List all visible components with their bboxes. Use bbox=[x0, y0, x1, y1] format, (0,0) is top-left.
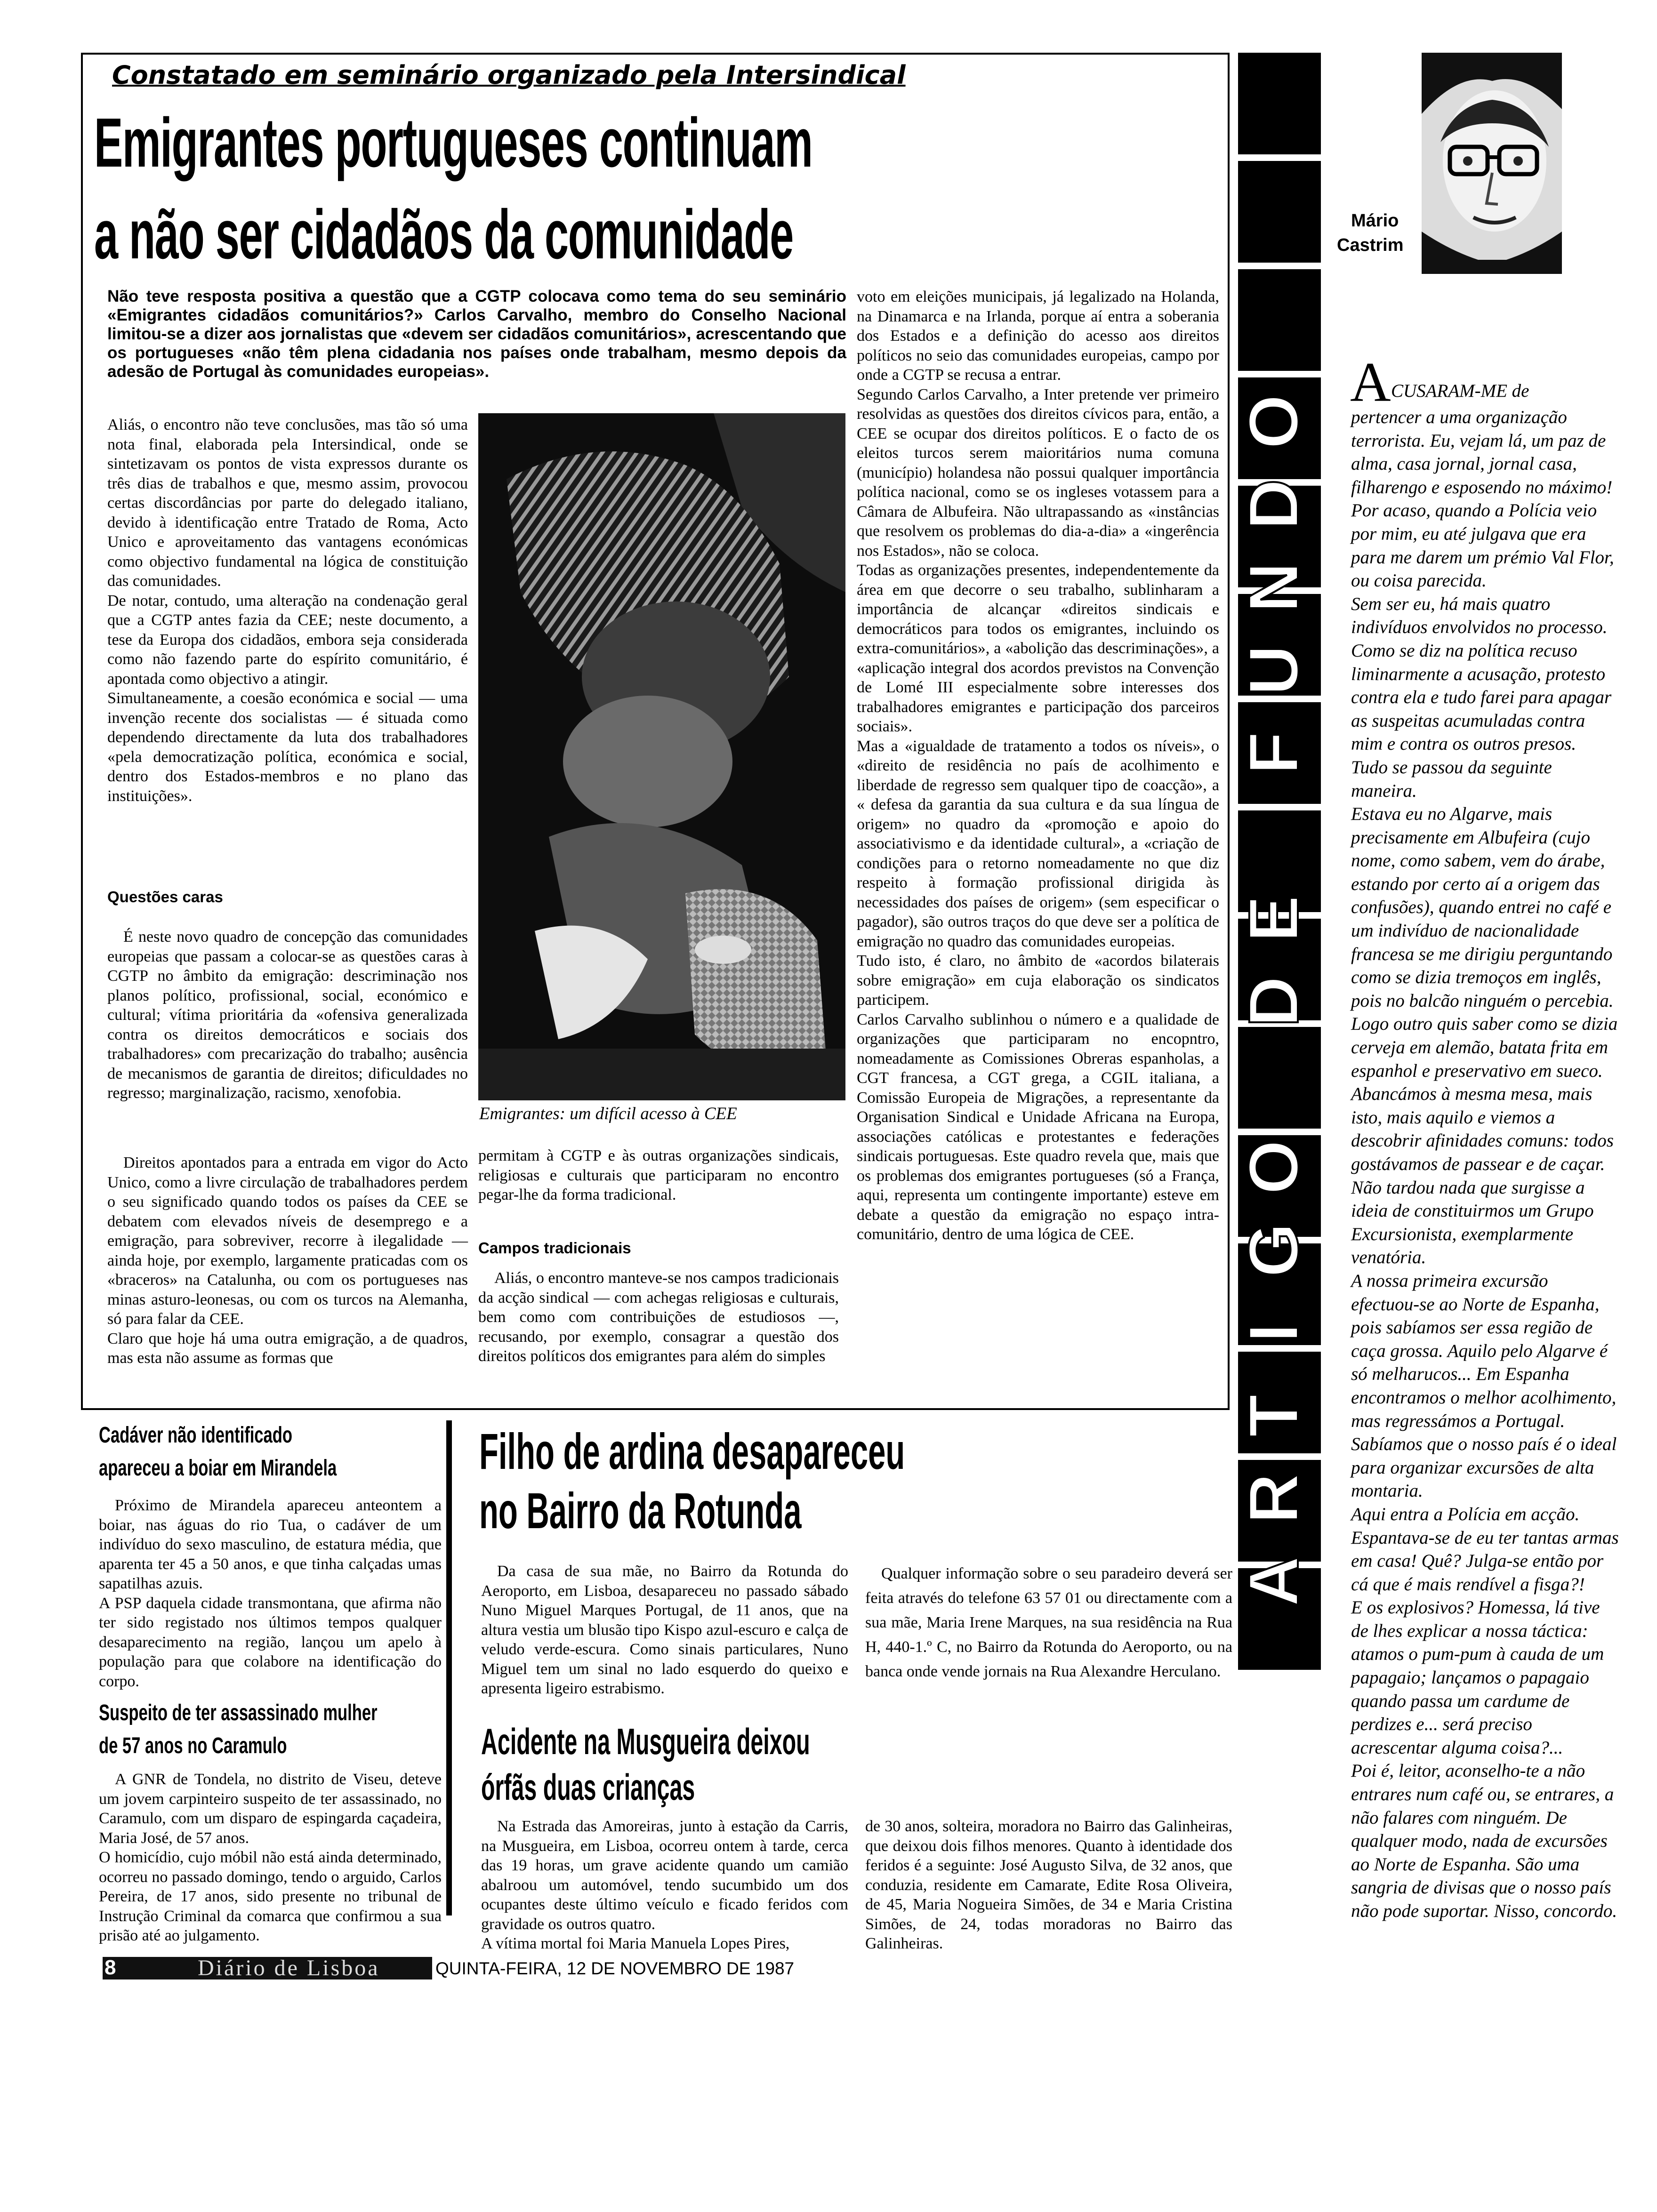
section-letter: O bbox=[1234, 1139, 1313, 1195]
section-letter: N bbox=[1234, 561, 1313, 613]
article-col1-bottom: Direitos apontados para a entrada em vigor do Acto Unico, como a livre circulação de trabalhadores perdem o seu significado quando todos os países da CEE se debatem com elevados níveis de desemprego e a emigração, para sobreviver, recorre à ilegalidade — ainda hoje, por exemplo, largamente praticadas com os «braceros» na Catalunha, ou com os portugueses nas minas asturo-leonesas, ou com os turcos na Alemanha, só para falar da CEE. Claro que hoje há uma outra emigração, a de quadros, mas esta não assume as formas que bbox=[107, 1154, 468, 1367]
brief1-headline-line2: apareceu a boiar em Mirandela bbox=[99, 1456, 337, 1481]
opinion-body: pertencer a uma organização terrorista. Eu, vejam lá, um paz de alma, casa jornal, jornal casa, filharengo e esposendo no máximo! Por acaso, quando a Polícia veio por mim, eu até julgava que era para me darem um prémio Val Flor, ou coisa parecida. Sem ser eu, há mais quatro indivíduos envolvidos no processo. Como se diz na política recuso liminarmente a acusação, protesto contra ela e tudo farei para apagar as suspeitas acumuladas contra mim e contra os outros presos. Tudo se passou da seguinte maneira. Estava eu no Algarve, mais precisamente em Albufeira (cujo nome, como sabem, vem do árabe, estando por certo aí a origem das confusões), quando entrei no café e um indivíduo de nacionalidade francesa se me dirigiu perguntando como se dizia tremoços em inglês, pois no balcão ninguém o percebia. Logo outro quis saber como se dizia cerveja em alemão, batata frita em espanhol e preservativo em sueco. Abancámos à mesma mesa, mais isto, mais aquilo e viemos a descobrir afinidades comuns: todos gostávamos de passear e de caçar. Não tardou nada que surgisse a ideia de constituirmos um Grupo Excursionista, exemplarmente venatória. A nossa primeira excursão efectuou-se ao Norte de Espanha, pois sabíamos ser essa região de caça grossa. Aquilo pelo Algarve é só melharucos... Em Espanha encontramos o melhor acolhimento, mas regressámos a Portugal. Sabíamos que o nosso país é o ideal para organizar excursões de alta montaria. Aqui entra a Polícia em acção. Espantava-se de eu ter tantas armas em casa! Quê? Julga-se então por cá que é mais rendível a fisga?! E os explosivos? Homessa, lá tive de lhes explicar a nossa táctica: atamos o pum-pum à cauda de um papagaio; lançamos o papagaio quando passa um cardume de perdizes e... será preciso acrescentar alguma coisa?... Poi é, leitor, aconselho-te a não entrares num café ou, se entrares, a não falares com ninguém. De qualquer modo, nada de excursões ao Norte de Espanha. São uma sangria de divisas que o nosso país não pode suportar. Nisso, concordo. bbox=[1351, 407, 1619, 1921]
opinion-dropcap: A bbox=[1350, 351, 1391, 413]
section-letter bbox=[1238, 1044, 1321, 1124]
subhead-campos-tradicionais: Campos tradicionais bbox=[478, 1239, 631, 1257]
article-col3: voto em eleições municipais, já legalizado na Holanda, na Dinamarca e na Irlanda, porque aí entra a soberania dos Estados e a definição do acesso aos direitos políticos no seio das comunidades europeias, campo por onde a CGTP se recusa a entrar. Segundo Carlos Carvalho, a Inter pretende ver primeiro resolvidas as questões dos direitos cívicos para, então, a CEE se ocupar dos direitos políticos. E o facto de os eleitos turcos serem maioritários numa comuna (município) holandesa não possui qualquer importância política nacional, como se os ingleses votassem para a Câmara de Albufeira. Não ultrapassando as «instâncias que resolvem os problemas do dia-a-dia» a «ingerência nos Estados», não se coloca. Todas as organizações presentes, independentemente da área em que decorre o seu trabalho, sublinharam a importância de alcançar «direitos sindicais e democráticos para todos os emigrantes, incluindo os extra-comunitários», a «abolição das descriminações», a «aplicação integral dos acordos previstos na Convenção de Lomé III especialmente sobre interesses dos trabalhadores emigrantes e participação dos parceiros sociais». Mas a «igualdade de tratamento a todos os níveis», o «direito de residência no país de acolhimento e liberdade de regresso sem qualquer tipo de coacção», a « defesa da garantia da sua cultura e da sua língua de origem» no quadro da «promoção e apoio do associativismo e da identidade cultural», a «criação de condições para o retorno nomeadamente no que diz respeito à formação profissional dirigida às necessidades dos países de origem» (sem especificar o pagador), são outros traços do que deve ser a política de emigração no quadro das comunidades europeias. Tudo isto, é claro, no âmbito de «acordos bilaterais sobre emigração» em cuja elaboração os sindicatos participem. Carlos Carvalho sublinhou o número e a qualidade de organizações que participaram no encopntro, nomeadamente as Comissiones Obreras espanholas, a CGT francesa, a CGT grega, a CGIL italiana, a Comissão Europeia de Migrações, a representante da Organisation Sindical e Unidade Africana na Europa, associações católicas e protestantes e federações sindicais portuguesas. Este quadro revela que, mais que os problemas dos emigrantes portugueses (só a França, aqui, representa um contingente importante) esteve em debate a questão da emigração no espaço intra-comunitário, dentro de uma lógica de CEE. bbox=[857, 288, 1219, 1243]
brief2-body: A GNR de Tondela, no distrito de Viseu, deteve um jovem carpinteiro suspeito de ter assassinado, no Caramulo, com um disparo de espingarda caçadeira, Maria José, de 57 anos. O homicídio, cujo móbil não está ainda determinado, ocorreu no passado domingo, tendo o arguido, Carlos Pereira, de 17 anos, sido presente no tribunal de Instrução Criminal da comarca que confirmou a sua prisão até ao julgamento. bbox=[99, 1771, 442, 1944]
ardina-col1: Da casa de sua mãe, no Bairro da Rotunda do Aeroporto, em Lisboa, desapareceu no passado sábado Nuno Miguel Marques Portugal, de 11 anos, que na altura vestia um blusão tipo Kispo azul-escuro e calça de veludo verde-escura. Como sinais particulares, Nuno Miguel tem um sinal no lado esquerdo do queixo e apresenta ligeiro estrabismo. bbox=[481, 1563, 848, 1697]
section-letter: E bbox=[1234, 895, 1313, 943]
section-letter: A bbox=[1234, 1555, 1313, 1607]
section-letter: D bbox=[1234, 976, 1313, 1027]
musgueira-col2: de 30 anos, solteira, moradora no Bairro das Galinheiras, que deixou dois filhos menores. Quanto à identidade dos feridos é a seguinte: José Augusto Silva, de 32 anos, que conduzia, residente em Camarate, Edite Rosa Oliveira, de 45, Maria Nogueira Simões, de 34 e Maria Cristina Simões, de 24, todas moradoras no Bairro das Galinheiras. bbox=[865, 1818, 1232, 1952]
article-headline-line1: Emigrantes portugueses continuam bbox=[94, 104, 812, 182]
musgueira-headline-line1: Acidente na Musgueira deixou bbox=[481, 1721, 810, 1762]
footer-date: QUINTA-FEIRA, 12 DE NOVEMBRO DE 1987 bbox=[435, 1959, 795, 1978]
section-banner-letters bbox=[1234, 380, 1319, 1623]
author-portrait bbox=[1422, 53, 1562, 274]
section-banner bbox=[1234, 53, 1321, 1672]
brief1-body: Próximo de Mirandela apareceu anteontem a boiar, nas águas do rio Tua, o cadáver de um indivíduo do sexo masculino, de estatura média, que aparenta ter 45 a 50 anos, e que tinha calçadas umas sapatilhas azuis. A PSP daquela cidade transmontana, que afirma não ter sido registado nos últimos tempos qualquer desaparecimento na região, lançou um apelo à população para que colabore na identificação do corpo. bbox=[99, 1497, 442, 1690]
opinion-first-line: CUSARAM-ME de bbox=[1391, 381, 1529, 401]
article-lead: Não teve resposta positiva a questão que a CGTP colocava como tema do seu seminário «Emigrantes cidadãos comunitários?» Carlos Carvalho, membro do Conselho Nacional limitou-se a dizer aos jornalistas que «devem ser cidadãos comunitários», acrescentando que os portugueses «não têm plena cidadania nos países onde trabalham, mesmo depois da adesão de Portugal às comunidades europeias». bbox=[107, 287, 846, 381]
photo-caption: Emigrantes: um difícil acesso à CEE bbox=[479, 1104, 737, 1123]
article-headline-line2: a não ser cidadãos da comunidade bbox=[94, 196, 794, 273]
musgueira-headline-line2: órfãs duas crianças bbox=[481, 1766, 695, 1808]
brief1-headline-line1: Cadáver não identificado bbox=[99, 1423, 292, 1448]
section-letter: I bbox=[1234, 1323, 1313, 1343]
article-kicker: Constatado em seminário organizado pela Intersindical bbox=[112, 60, 906, 90]
author-photo bbox=[1422, 53, 1562, 274]
section-letter bbox=[1238, 796, 1321, 876]
section-letter: R bbox=[1234, 1473, 1313, 1524]
emigrants-photo-illustration bbox=[478, 413, 845, 1100]
ardina-headline-line1: Filho de ardina desapareceu bbox=[479, 1423, 905, 1480]
section-letter: G bbox=[1234, 1222, 1313, 1278]
article-col2-last: Aliás, o encontro manteve-se nos campos tradicionais da acção sindical — com achegas religiosas e culturais, bem como com contribuições de estudiosos —, recusando, por exemplo, consagrar a questão dos direitos políticos dos emigrantes para além do simples bbox=[478, 1269, 839, 1365]
subhead-questoes-caras: Questões caras bbox=[107, 888, 223, 906]
brief2-headline-line1: Suspeito de ter assassinado mulher bbox=[99, 1700, 378, 1725]
article-col1-mid: É neste novo quadro de concepção das comunidades europeias que passam a colocar-se as questões caras à CGTP no âmbito da emigração: descriminação nos planos político, profissional, social, económico e cultural; vítima prioritária da «ofensiva generalizada contra os direitos democráticos e sociais dos trabalhadores» com precarização do trabalho; ausência de mecanismos de garantia de direitos; dificuldades no regresso; marginalização, racismo, xenofobia. bbox=[107, 928, 468, 1102]
ardina-headline-line2: no Bairro da Rotunda bbox=[479, 1482, 802, 1539]
section-letter: D bbox=[1234, 479, 1313, 530]
section-letter: O bbox=[1234, 394, 1313, 449]
ardina-col2: Qualquer informação sobre o seu paradeiro deverá ser feita através do telefone 63 57 01 ou directamente com a sua mãe, Maria Irene Marques, na sua residência na Rua H, 440-1.º C, no Bairro da Rotunda do Aeroporto, ou na banca onde vende jornais na Rua Alexandre Herculano. bbox=[865, 1565, 1232, 1680]
author-name-line2: Castrim bbox=[1337, 235, 1404, 255]
section-letter: U bbox=[1234, 644, 1313, 696]
article-col2-bottom: permitam à CGTP e às outras organizações sindicais, religiosas e culturais que participaram no encontro pegar-lhe da forma tradicional. bbox=[478, 1147, 839, 1203]
article-photo bbox=[478, 413, 845, 1100]
article-col1-top: Aliás, o encontro não teve conclusões, mas tão só uma nota final, elaborada pela Intersindical, onde se sintetizavam os pontos de vista expressos durante os três dias de trabalhos e que, mesmo assim, provocou certas discordâncias por parte do delegado italiano, devido à identificação entre Tratado de Roma, Acto Unico e aproveitamento das vantagens económicas como objectivo fundamental na lógica de constituição das comunidades. De notar, contudo, uma alteração na condenação geral que a CGTP antes fazia da CEE; neste documento, a tese da Europa dos cidadãos, embora seja considerada como não fazendo parte do espírito comunitário, é apontada como objectivo a atingir. Simultaneamente, a coesão económica e social — uma invenção recente dos socialistas — é situada como dependendo directamente da luta dos trabalhadores «pela democratização política, económica e social, dentro dos Estados-membros e no plano das instituições». bbox=[107, 416, 468, 805]
brief2-headline-line2: de 57 anos no Caramulo bbox=[99, 1733, 287, 1758]
section-letter: T bbox=[1234, 1394, 1313, 1437]
section-letter: F bbox=[1234, 731, 1313, 775]
musgueira-col1: Na Estrada das Amoreiras, junto à estação da Carris, na Musgueira, em Lisboa, ocorreu ontem à tarde, cerca das 19 horas, um grave acidente quando um camião abalroou um automóvel, tendo sucumbido um dos ocupantes deste último veículo e ficado feridos com gravidade os outros quatro. A vítima mortal foi Maria Manuela Lopes Pires, bbox=[481, 1818, 848, 1952]
footer-page-number: 8 bbox=[105, 1956, 116, 1979]
column-rule bbox=[446, 1420, 452, 1915]
footer-masthead: Diário de Lisboa bbox=[198, 1956, 380, 1980]
author-name-line1: Mário bbox=[1351, 211, 1399, 231]
